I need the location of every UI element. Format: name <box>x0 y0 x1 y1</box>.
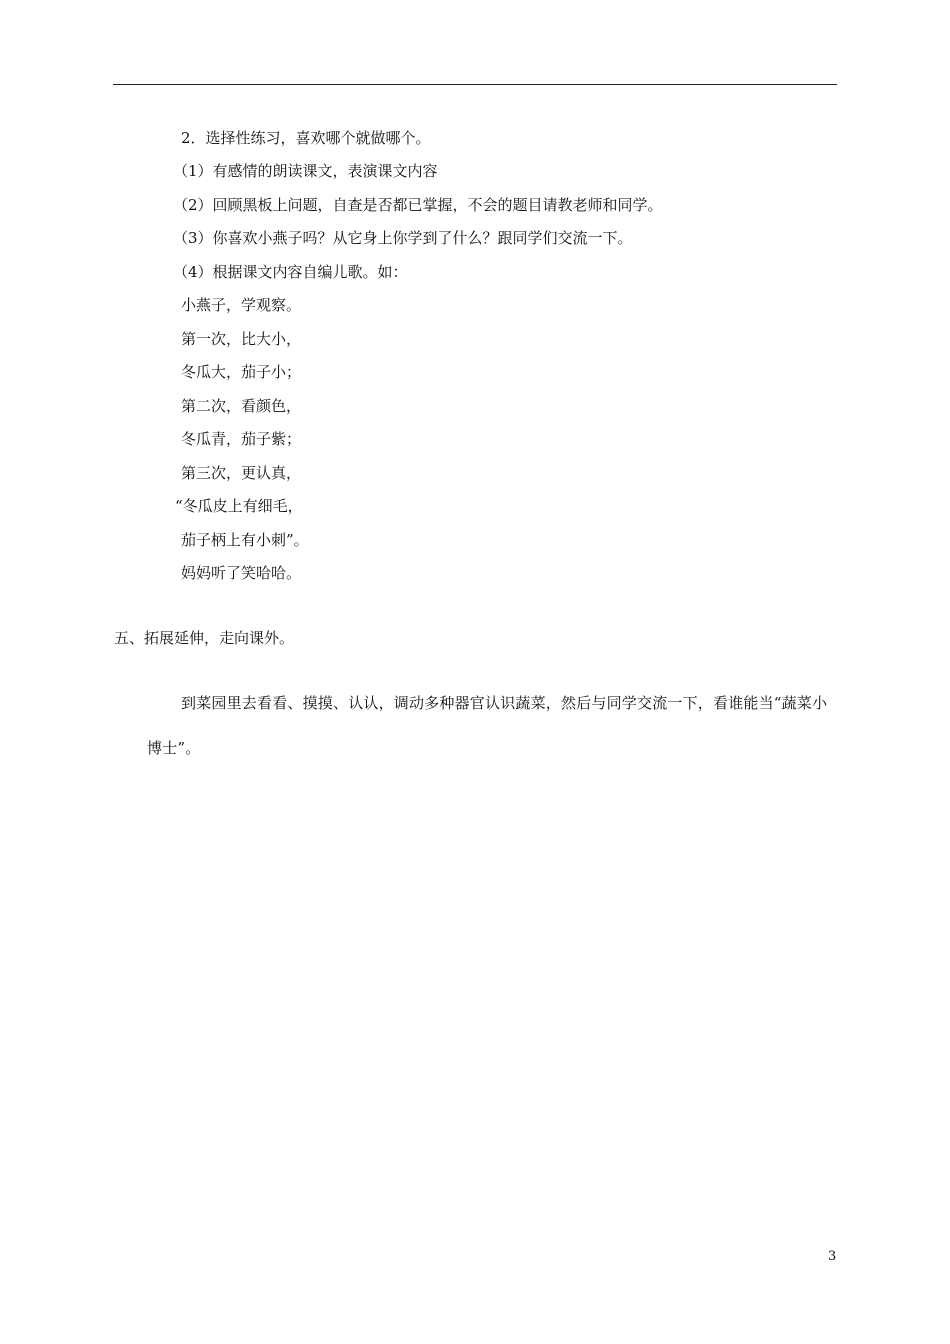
poem-line-7: “冬瓜皮上有细毛， <box>175 497 303 515</box>
exercise-option-1: （1）有感情的朗读课文，表演课文内容 <box>173 162 438 180</box>
poem-line-4: 第二次，看颜色， <box>181 397 302 415</box>
page-number: 3 <box>828 1249 837 1264</box>
header-rule <box>113 84 837 85</box>
poem-line-2: 第一次，比大小， <box>181 330 302 348</box>
exercise-intro: 2．选择性练习，喜欢哪个就做哪个。 <box>181 129 431 147</box>
poem-line-3: 冬瓜大，茄子小； <box>181 363 302 381</box>
exercise-option-3: （3）你喜欢小燕子吗？从它身上你学到了什么？跟同学们交流一下。 <box>173 229 633 247</box>
exercise-option-4: （4）根据课文内容自编儿歌。如： <box>173 263 408 281</box>
poem-line-6: 第三次，更认真， <box>181 464 302 482</box>
poem-line-9: 妈妈听了笑哈哈。 <box>181 564 302 582</box>
section-5-heading: 五、拓展延伸，走向课外。 <box>114 629 295 647</box>
poem-line-1: 小燕子，学观察。 <box>181 296 302 314</box>
section-5-body: 到菜园里去看看、摸摸、认认，调动多种器官认识蔬菜，然后与同学交流一下，看谁能当“蔬菜小博士”。 <box>147 694 828 757</box>
poem-line-5: 冬瓜青，茄子紫； <box>181 430 302 448</box>
exercise-option-2: （2）回顾黑板上问题，自查是否都已掌握，不会的题目请教老师和同学。 <box>173 196 663 214</box>
poem-line-8: 茄子柄上有小刺”。 <box>181 531 309 549</box>
